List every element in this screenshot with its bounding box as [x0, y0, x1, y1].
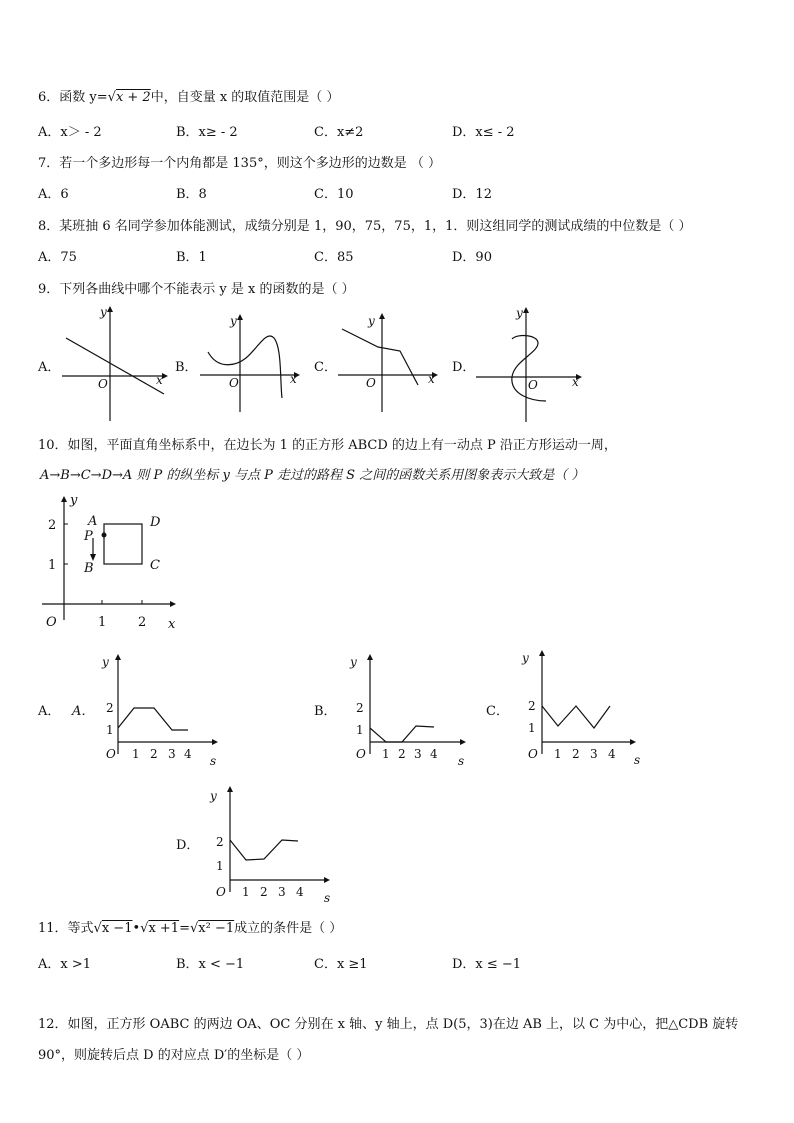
- q11-radicand-2: x +1: [148, 921, 180, 936]
- q9-option-a-label[interactable]: A．: [38, 360, 61, 375]
- y-label: y: [70, 493, 78, 508]
- q9-graph-c: [334, 311, 444, 413]
- origin-label: O: [216, 885, 226, 899]
- tick-label-y1: 1: [48, 558, 57, 573]
- q10-graph-d: [206, 784, 340, 906]
- label-b: B: [84, 561, 94, 576]
- origin-label: O: [366, 376, 376, 390]
- y-label: y: [102, 655, 109, 669]
- origin-label: O: [98, 377, 108, 391]
- curve-c: [342, 329, 418, 385]
- x-tick-4: 4: [608, 747, 616, 761]
- q11-radical-2: √x +1: [140, 921, 180, 936]
- curve-b: [370, 726, 434, 742]
- q10-graph-c: [516, 646, 646, 768]
- q7-option-b[interactable]: B．8: [176, 187, 207, 202]
- q7-option-d[interactable]: D．12: [452, 187, 492, 202]
- q6-option-a[interactable]: A．x＞ - 2: [38, 125, 102, 140]
- y-label: y: [522, 651, 529, 665]
- y-arrow-icon: [539, 650, 545, 656]
- y-arrow-icon: [227, 786, 233, 792]
- x-label: s: [210, 754, 217, 768]
- q10-graph-b: [346, 650, 474, 768]
- tick-label-y2: 2: [48, 518, 57, 533]
- x-arrow-icon: [170, 601, 176, 607]
- arrow-down-icon: [90, 554, 96, 561]
- x-tick-4: 4: [184, 747, 192, 761]
- x-label: x: [168, 617, 176, 632]
- label-c: C: [150, 558, 160, 573]
- curve-a: [66, 338, 164, 394]
- q12-stem-line1: 12．如图，正方形 OABC 的两边 OA、OC 分别在 x 轴、y 轴上，点 D(5，3)在边 AB 上，以 C 为中心，把△CDB 旋转: [38, 1017, 739, 1032]
- x-label: x: [428, 372, 435, 386]
- q11-radicand-1: x −1: [101, 921, 133, 936]
- origin-label: O: [46, 615, 57, 630]
- label-d: D: [150, 515, 161, 530]
- q11-radical-3: √x² −1: [190, 921, 235, 936]
- q9-graph-d: [472, 305, 584, 423]
- q9-option-c-label[interactable]: C．: [314, 360, 337, 375]
- x-label: s: [458, 754, 465, 768]
- y-tick-2: 2: [528, 699, 536, 713]
- label-p: P: [84, 529, 93, 544]
- q11-radicand-3: x² −1: [198, 921, 235, 936]
- x-tick-2: 2: [572, 747, 580, 761]
- origin-label: O: [106, 747, 116, 761]
- q10-graph-a: [98, 650, 226, 768]
- q11-option-a[interactable]: A．x >1: [38, 957, 92, 972]
- q9-option-d-label[interactable]: D．: [452, 360, 476, 375]
- x-tick-1: 1: [242, 885, 250, 899]
- q7-option-a[interactable]: A．6: [38, 187, 69, 202]
- y-label: y: [368, 314, 375, 328]
- x-label: x: [572, 375, 579, 389]
- x-tick-3: 3: [590, 747, 598, 761]
- origin-label: O: [528, 747, 538, 761]
- x-tick-1: 1: [554, 747, 562, 761]
- curve-a: [118, 708, 188, 730]
- q10-option-d-label[interactable]: D．: [176, 838, 200, 853]
- x-label: x: [290, 372, 297, 386]
- x-tick-2: 2: [260, 885, 268, 899]
- curve-c: [542, 706, 610, 728]
- q10-option-a-extra: A．: [72, 704, 95, 719]
- q11-text-post: 成立的条件是（ ）: [234, 921, 343, 936]
- y-arrow-icon: [523, 307, 529, 313]
- q7-stem: 7．若一个多边形每一个内角都是 135°，则这个多边形的边数是 （ ）: [38, 156, 441, 171]
- q8-option-d[interactable]: D．90: [452, 250, 492, 265]
- y-arrow-icon: [367, 654, 373, 660]
- y-label: y: [100, 305, 107, 319]
- y-label: y: [350, 655, 357, 669]
- q10-stem-line1: 10．如图，平面直角坐标系中，在边长为 1 的正方形 ABCD 的边上有一动点 P 沿正方形运动一周，: [38, 438, 617, 453]
- x-arrow-icon: [162, 373, 168, 379]
- y-label: y: [230, 314, 237, 328]
- q8-option-c[interactable]: C．85: [314, 250, 354, 265]
- origin-label: O: [356, 747, 366, 761]
- x-label: s: [324, 891, 331, 905]
- x-tick-3: 3: [414, 747, 422, 761]
- q8-option-a[interactable]: A．75: [38, 250, 77, 265]
- x-tick-4: 4: [296, 885, 304, 899]
- y-tick-1: 1: [216, 859, 224, 873]
- q9-graph-b: [196, 312, 306, 412]
- q6-option-c[interactable]: C．x≠2: [314, 125, 364, 140]
- x-tick-4: 4: [430, 747, 438, 761]
- q10-option-c-label[interactable]: C．: [486, 704, 509, 719]
- origin-label: O: [229, 376, 239, 390]
- tick-label-x1: 1: [98, 615, 107, 630]
- y-arrow-icon: [115, 654, 121, 660]
- curve-d: [230, 840, 298, 860]
- y-arrow-icon: [61, 496, 67, 502]
- square-abcd: [104, 524, 142, 564]
- x-arrow-icon: [324, 877, 330, 883]
- x-label: s: [634, 753, 641, 767]
- q9-stem: 9．下列各曲线中哪个不能表示 y 是 x 的函数的是（ ）: [38, 282, 355, 297]
- q10-option-b-label[interactable]: B．: [314, 704, 337, 719]
- y-tick-1: 1: [356, 723, 364, 737]
- q6-radicand: x + 2: [115, 90, 151, 105]
- x-tick-2: 2: [398, 747, 406, 761]
- y-tick-1: 1: [528, 721, 536, 735]
- y-tick-2: 2: [106, 701, 114, 715]
- y-label: y: [210, 789, 217, 803]
- q9-graph-a: [58, 304, 168, 422]
- q6-option-d[interactable]: D．x≤ - 2: [452, 125, 515, 140]
- x-arrow-icon: [630, 739, 636, 745]
- q10-stem-line2: A→B→C→D→A 则 P 的纵坐标 y 与点 P 走过的路程 S 之间的函数关系用图象表示大致是（ ）: [40, 468, 585, 483]
- y-arrow-icon: [107, 306, 113, 312]
- q11-dot: •: [132, 921, 141, 936]
- tick-label-x2: 2: [138, 615, 147, 630]
- q11-option-c[interactable]: C．x ≥1: [314, 957, 368, 972]
- y-label: y: [516, 306, 523, 320]
- q11-radical-1: √x −1: [93, 921, 133, 936]
- q11-text-pre: 11．等式: [38, 921, 94, 936]
- y-arrow-icon: [379, 313, 385, 319]
- q11-equals: =: [179, 921, 190, 936]
- q6-option-b[interactable]: B．x≥ - 2: [176, 125, 238, 140]
- y-tick-2: 2: [356, 701, 364, 715]
- q11-option-d[interactable]: D．x ≤ −1: [452, 957, 522, 972]
- y-tick-2: 2: [216, 835, 224, 849]
- q10-option-a-label[interactable]: A．: [38, 704, 61, 719]
- point-p: [102, 533, 107, 538]
- y-tick-1: 1: [106, 723, 114, 737]
- x-tick-3: 3: [278, 885, 286, 899]
- origin-label: O: [528, 378, 538, 392]
- curve-b: [208, 336, 282, 398]
- x-tick-1: 1: [382, 747, 390, 761]
- y-arrow-icon: [237, 314, 243, 320]
- q7-option-c[interactable]: C．10: [314, 187, 354, 202]
- q11-stem: [38, 921, 342, 937]
- x-tick-3: 3: [168, 747, 176, 761]
- x-tick-2: 2: [150, 747, 158, 761]
- label-a: A: [88, 514, 98, 529]
- q6-radical: √x + 2: [107, 90, 151, 105]
- q6-stem: [38, 90, 339, 106]
- q6-text-pre: 6．函数 y=: [38, 90, 108, 105]
- q6-text-post: 中，自变量 x 的取值范围是（ ）: [150, 90, 340, 105]
- x-arrow-icon: [460, 739, 466, 745]
- x-tick-1: 1: [132, 747, 140, 761]
- q11-option-b[interactable]: B．x < −1: [176, 957, 245, 972]
- q9-option-b-label[interactable]: B．: [175, 360, 198, 375]
- q10-figure: [40, 492, 190, 632]
- x-arrow-icon: [212, 739, 218, 745]
- x-label: x: [156, 373, 163, 387]
- q8-option-b[interactable]: B．1: [176, 250, 207, 265]
- q12-stem-line2: 90°，则旋转后点 D 的对应点 D′的坐标是（ ）: [38, 1048, 310, 1063]
- q8-stem: 8．某班抽 6 名同学参加体能测试，成绩分别是 1，90，75，75，1，1．则这组同学的测试成绩的中位数是（ ）: [38, 219, 692, 234]
